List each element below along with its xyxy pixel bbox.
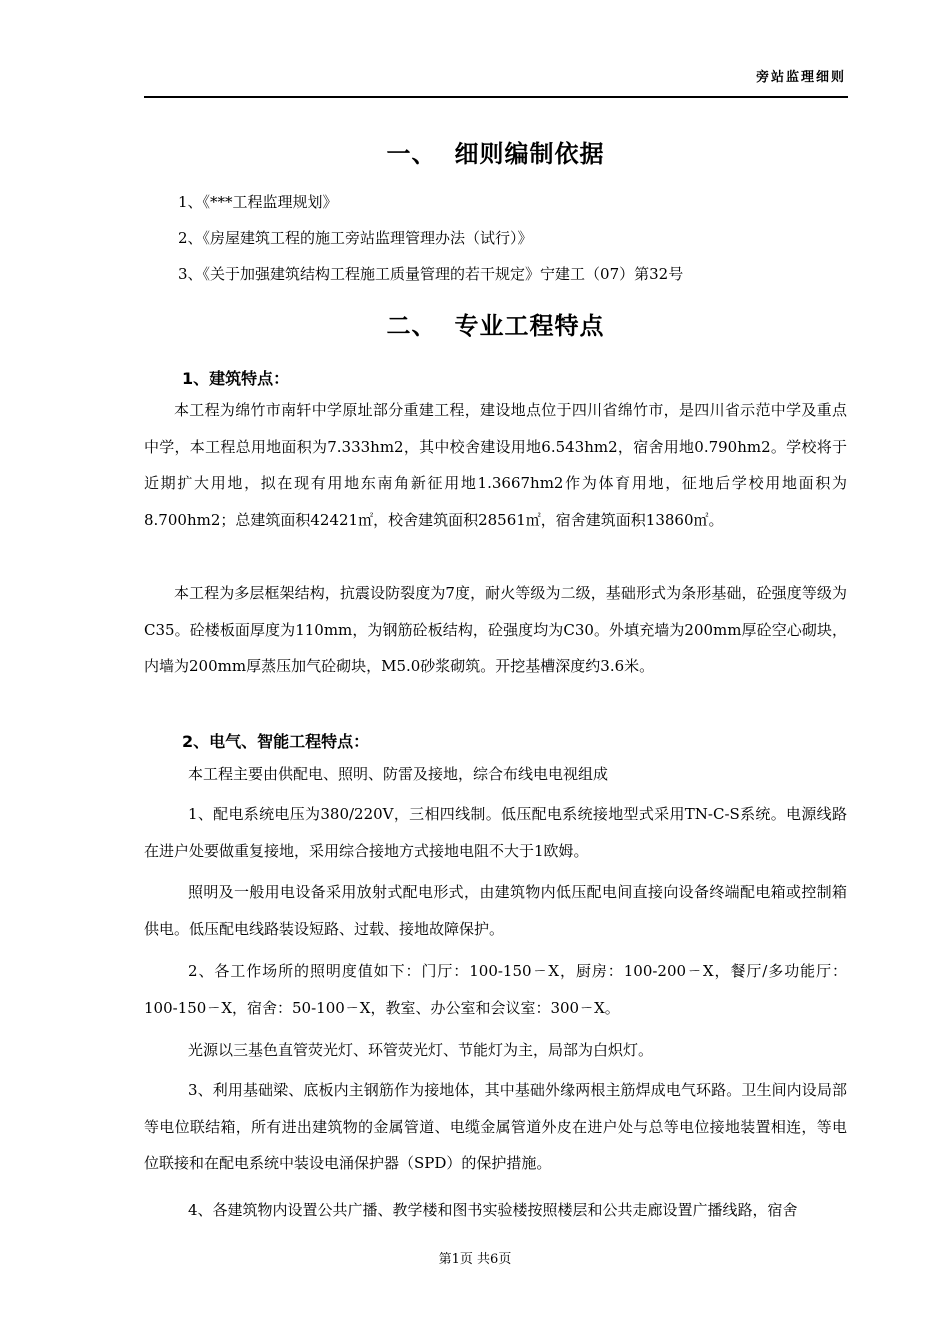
section-1-number: 一、 [386, 140, 437, 168]
electrical-item-2: 2、各工作场所的照明度值如下：门厅：100-150ㄧX，厨房：100-200ㄧX，餐厅/多功能厅：100-150ㄧX，宿舍：50-100ㄧX，教室、办公室和会议室：300ㄧX。 [144, 962, 847, 1017]
reference-item-1: 1、《***工程监理规划》 [178, 193, 338, 211]
section-2-title: 专业工程特点 [454, 312, 605, 340]
electrical-item-3: 3、利用基础梁、底板内主钢筋作为接地体，其中基础外缘两根主筋焊成电气环路。卫生间内设局部等电位联结箱，所有进出建筑物的金属管道、电缆金属管道外皮在进户处与总等电位接地装置相连，等电位联接和在配电系统中装设电涌保护器（SPD）的保护措施。 [144, 1081, 847, 1172]
running-header: 旁站监理细则 [755, 70, 846, 85]
section-1-title: 细则编制依据 [454, 140, 605, 168]
section-2-number: 二、 [386, 312, 437, 340]
section-1-heading [144, 134, 847, 169]
subsection-electrical-heading: 2、电气、智能工程特点： [182, 732, 370, 751]
reference-item-2: 2、《房屋建筑工程的施工旁站监理管理办法（试行）》 [178, 229, 533, 247]
subsection-architecture-heading: 1、建筑特点： [182, 369, 290, 388]
electrical-paragraph-lighting: 光源以三基色直管荧光灯、环管荧光灯、节能灯为主，局部为白炽灯。 [188, 1041, 654, 1059]
page-footer: 第1页 共6页 [438, 1252, 512, 1267]
electrical-paragraph-distribution: 照明及一般用电设备采用放射式配电形式，由建筑物内低压配电间直接向设备终端配电箱或控制箱供电。低压配电线路装设短路、过载、接地故障保护。 [144, 883, 847, 938]
electrical-intro: 本工程主要由供配电、照明、防雷及接地，综合布线电电视组成 [188, 765, 609, 783]
architecture-paragraph-1: 本工程为绵竹市南轩中学原址部分重建工程，建设地点位于四川省绵竹市，是四川省示范中学及重点中学，本工程总用地面积为7.333hm2，其中校舍建设用地6.543hm2，宿舍用地0.790hm2。学校将于近期扩大用地，拟在现有用地东南角新征用地1.3667hm2作为体育用地，征地后学校用地面积为8.700hm2；总建筑面积42421㎡，校舍建筑面积28561㎡，宿舍建筑面积13860㎡。 [144, 401, 847, 529]
header-rule [144, 96, 848, 98]
electrical-item-1: 1、配电系统电压为380/220V，三相四线制。低压配电系统接地型式采用TN-C-S系统。电源线路在进户处要做重复接地，采用综合接地方式接地电阻不大于1欧姆。 [144, 805, 847, 860]
section-2-heading [144, 306, 847, 341]
reference-item-3: 3、《关于加强建筑结构工程施工质量管理的若干规定》宁建工（07）第32号 [178, 265, 684, 283]
architecture-paragraph-2: 本工程为多层框架结构，抗震设防裂度为7度，耐火等级为二级，基础形式为条形基础，砼强度等级为C35。砼楼板面厚度为110mm，为钢筋砼板结构，砼强度均为C30。外填充墙为200mm厚砼空心砌块，内墙为200mm厚蒸压加气砼砌块，M5.0砂浆砌筑。开挖基槽深度约3.6米。 [144, 584, 847, 675]
electrical-item-4: 4、各建筑物内设置公共广播、教学楼和图书实验楼按照楼层和公共走廊设置广播线路，宿舍 [188, 1201, 798, 1219]
